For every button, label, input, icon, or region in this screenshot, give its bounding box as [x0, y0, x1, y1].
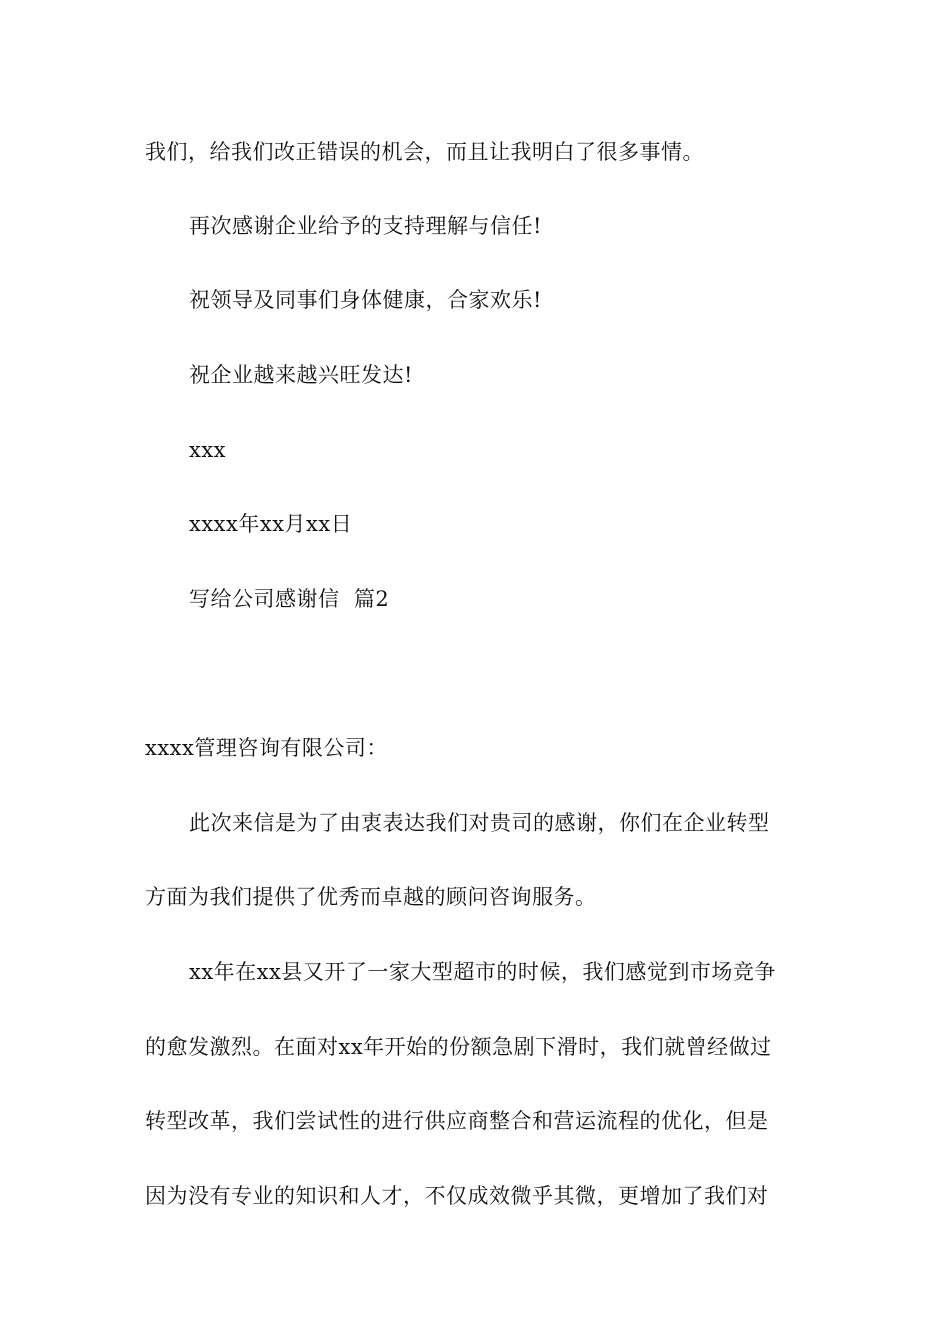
paragraph-line: 的愈发激烈。在面对xx年开始的份额急剧下滑时，我们就曾经做过: [145, 1035, 772, 1059]
paragraph-line: 因为没有专业的知识和人才，不仅成效微乎其微，更增加了我们对: [145, 1184, 769, 1208]
paragraph-line: 再次感谢企业给予的支持理解与信任!: [189, 214, 542, 238]
signature-date: xxxx年xx月xx日: [189, 512, 353, 536]
paragraph-line: xx年在xx县又开了一家大型超市的时候，我们感觉到市场竞争: [189, 960, 776, 984]
paragraph-line: 此次来信是为了由衷表达我们对贵司的感谢，你们在企业转型: [189, 811, 770, 835]
signature-name: xxx: [189, 438, 227, 462]
paragraph-line: 我们，给我们改正错误的机会，而且让我明白了很多事情。: [145, 140, 704, 164]
paragraph-line: 祝领导及同事们身体健康，合家欢乐!: [189, 288, 542, 312]
paragraph-line: 方面为我们提供了优秀而卓越的顾问咨询服务。: [145, 885, 597, 909]
paragraph-line: 转型改革，我们尝试性的进行供应商整合和营运流程的优化，但是: [145, 1109, 769, 1133]
salutation: xxxx管理咨询有限公司：: [145, 736, 388, 760]
section-heading: 写给公司感谢信 篇2: [189, 587, 390, 611]
paragraph-line: 祝企业越来越兴旺发达!: [189, 363, 413, 387]
